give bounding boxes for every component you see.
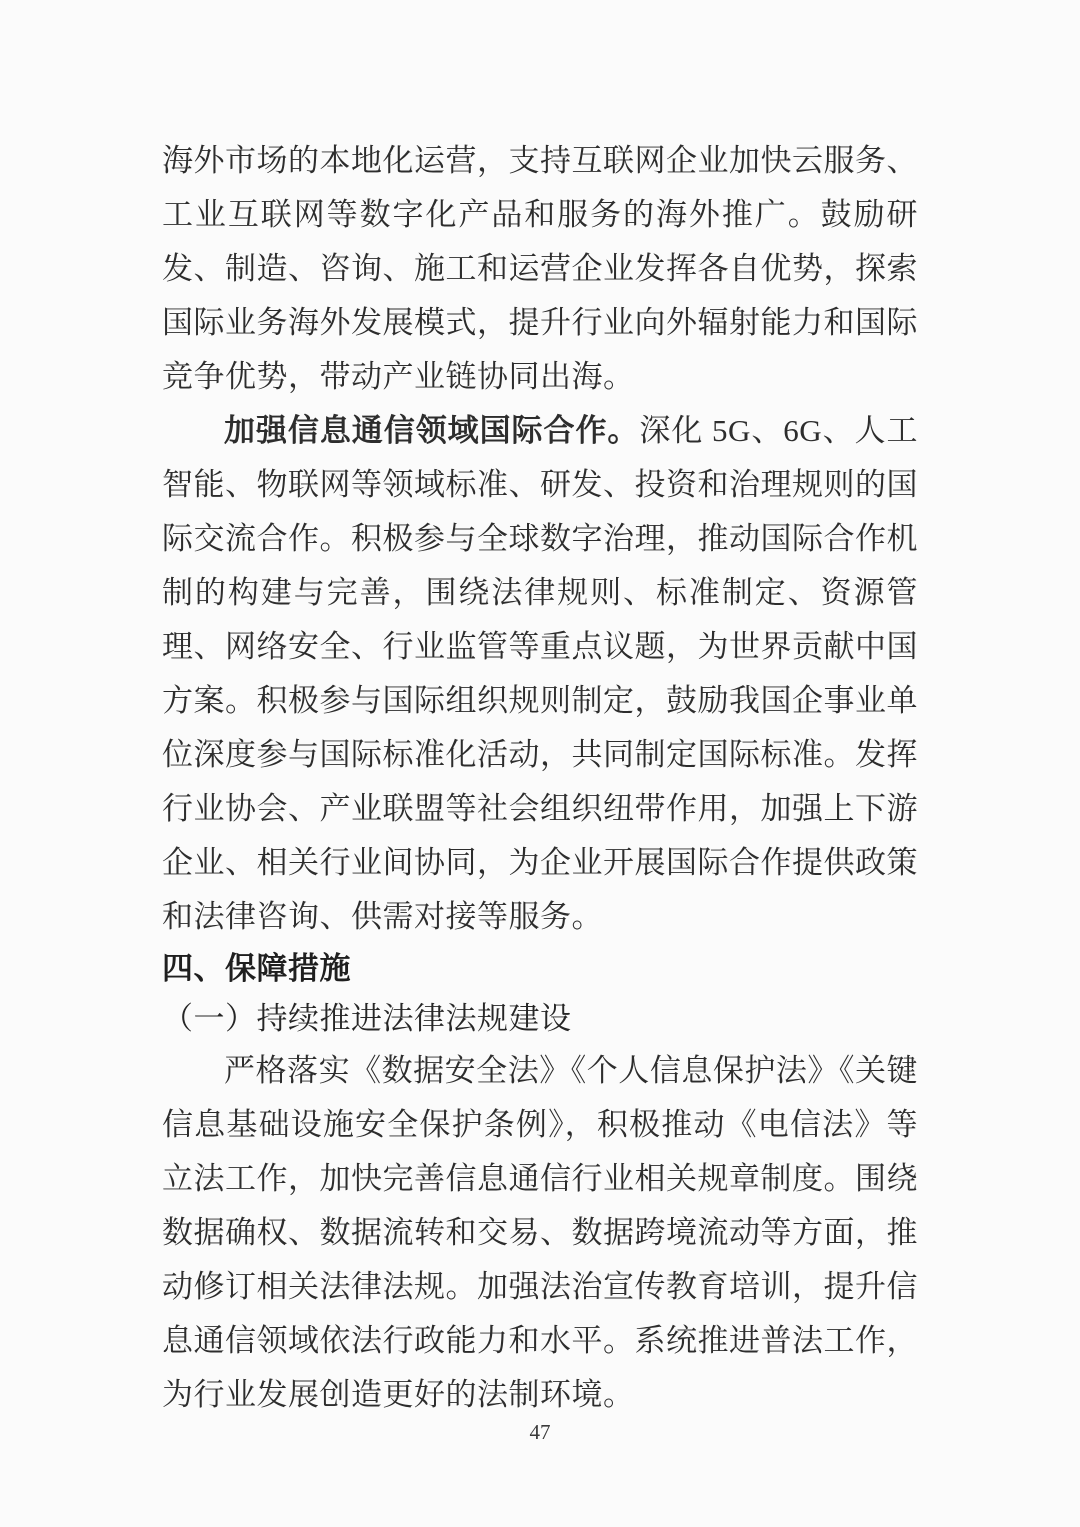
paragraph-international-cooperation	[162, 404, 918, 944]
paragraph-bold-lead: 加强信息通信领域国际合作。	[224, 413, 640, 448]
page-number: 47	[529, 1420, 551, 1444]
document-body	[162, 134, 918, 1422]
subsection-heading-legal-construction: （一）持续推进法律法规建设	[162, 1001, 572, 1036]
paragraph-overseas-expansion: 海外市场的本地化运营，支持互联网企业加快云服务、工业互联网等数字化产品和服务的海外推广。鼓励研发、制造、咨询、施工和运营企业发挥各自优势，探索国际业务海外发展模式，提升行业向外辐射能力和国际竞争优势，带动产业链协同出海。	[162, 143, 918, 394]
paragraph-legal-regulations: 严格落实《数据安全法》《个人信息保护法》《关键信息基础设施安全保护条例》，积极推动《电信法》等立法工作，加快完善信息通信行业相关规章制度。围绕数据确权、数据流转和交易、数据跨境流动等方面，推动修订相关法律法规。加强法治宣传教育培训，提升信息通信领域依法行政能力和水平。系统推进普法工作，为行业发展创造更好的法制环境。	[162, 1053, 918, 1412]
section-heading-safeguard-measures: 四、保障措施	[162, 951, 351, 986]
page-footer	[0, 1420, 1080, 1445]
paragraph-lead-body: 深化 5G、6G、人工智能、物联网等领域标准、研发、投资和治理规则的国际交流合作。积极参与全球数字治理，推动国际合作机制的构建与完善，围绕法律规则、标准制定、资源管理、网络安全、行业监管等重点议题，为世界贡献中国方案。积极参与国际组织规则制定，鼓励我国企事业单位深度参与国际标准化活动，共同制定国际标准。发挥行业协会、产业联盟等社会组织纽带作用，加强上下游企业、相关行业间协同，为企业开展国际合作提供政策和法律咨询、供需对接等服务。	[162, 413, 919, 934]
